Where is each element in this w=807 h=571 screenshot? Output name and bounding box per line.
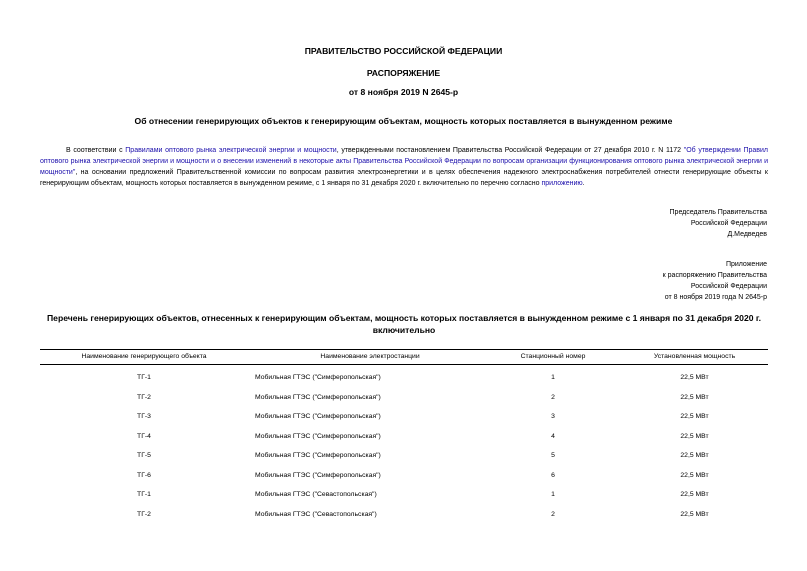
list-title: Перечень генерирующих объектов, отнесенных к генерирующим объектам, мощность которых поставляется в вынужденном режиме с 1 января по 31 декабря 2020 г. включительно xyxy=(46,313,762,335)
table-row xyxy=(0,511,807,521)
station-number-cell: 3 xyxy=(551,413,555,420)
station-number-cell: 4 xyxy=(551,432,555,440)
table-row xyxy=(0,394,807,404)
body-text-3: , на основании предложений Правительственной комиссии по вопросам развития электроэнергетики и в целях обеспечения надежного электроснабжения потребителей отнести генерирующие объекты к генерирующим объектам, мощность которых поставляется в вынужденном режиме, с 1 января по 31 декабря 2020 г. включительно по перечню согласно xyxy=(40,169,768,187)
appendix-block xyxy=(663,259,767,303)
resolution-link[interactable]: "Об утверждении Правил оптового рынка электрической энергии и мощности и о внесении изменений в некоторые акты Правительства Российской Федерации по вопросам организации функционирования оптового рынка электрической энергии и мощности" xyxy=(40,147,768,176)
table-row xyxy=(0,491,807,501)
table-row xyxy=(0,374,807,384)
station-name-cell: Мобильная ГТЭС ("Севастопольская") xyxy=(255,491,377,498)
station-number-cell: 6 xyxy=(551,471,555,479)
appendix-reference: к распоряжению Правительства xyxy=(662,272,767,279)
appendix-link[interactable]: приложению xyxy=(541,180,583,187)
signature-name: Д.Медведев xyxy=(727,231,767,238)
object-name-cell: ТГ-2 xyxy=(137,393,151,401)
table-header-border xyxy=(40,364,768,365)
document-type: РАСПОРЯЖЕНИЕ xyxy=(366,68,441,78)
header-capacity: Установленная мощность xyxy=(653,353,736,360)
station-number-cell: 2 xyxy=(551,393,555,401)
capacity-cell: 22,5 МВт xyxy=(680,393,709,401)
table-header-row xyxy=(0,353,807,363)
capacity-cell: 22,5 МВт xyxy=(680,491,709,498)
station-name-cell: Мобильная ГТЭС ("Симферопольская") xyxy=(255,471,381,479)
object-name-cell: ТГ-2 xyxy=(137,510,151,518)
station-name-cell: Мобильная ГТЭС ("Симферопольская") xyxy=(255,452,381,459)
signature-country: Российской Федерации xyxy=(690,220,767,227)
station-name-cell: Мобильная ГТЭС ("Симферопольская") xyxy=(255,393,381,401)
capacity-cell: 22,5 МВт xyxy=(680,471,709,479)
object-name-cell: ТГ-6 xyxy=(137,471,151,479)
table-row xyxy=(0,472,807,482)
appendix-country: Российской Федерации xyxy=(690,283,767,290)
station-number-cell: 5 xyxy=(551,452,555,459)
station-name-cell: Мобильная ГТЭС ("Севастопольская") xyxy=(255,510,377,518)
appendix-date: от 8 ноября 2019 года N 2645-р xyxy=(664,294,767,301)
table-top-border xyxy=(40,349,768,350)
signature-block xyxy=(670,207,767,240)
capacity-cell: 22,5 МВт xyxy=(680,510,709,518)
appendix-label: Приложение xyxy=(725,261,767,268)
government-header: ПРАВИТЕЛЬСТВО РОССИЙСКОЙ ФЕДЕРАЦИИ xyxy=(304,46,503,56)
table-row xyxy=(0,413,807,423)
station-number-cell: 1 xyxy=(551,374,555,381)
header-station-number: Станционный номер xyxy=(520,353,586,360)
signature-position: Председатель Правительства xyxy=(669,209,767,216)
station-name-cell: Мобильная ГТЭС ("Симферопольская") xyxy=(255,432,381,440)
capacity-cell: 22,5 МВт xyxy=(680,452,709,459)
table-row xyxy=(0,452,807,462)
capacity-cell: 22,5 МВт xyxy=(680,413,709,420)
object-name-cell: ТГ-5 xyxy=(137,452,151,459)
capacity-cell: 22,5 МВт xyxy=(680,432,709,440)
body-text-2: , утвержденными постановлением Правительства Российской Федерации от 27 декабря 2010 г. N 1172 xyxy=(336,147,684,154)
object-name-cell: ТГ-3 xyxy=(137,413,151,420)
header-object: Наименование генерирующего объекта xyxy=(81,353,207,360)
object-name-cell: ТГ-1 xyxy=(137,491,151,498)
station-number-cell: 2 xyxy=(551,510,555,518)
body-text-4: . xyxy=(582,180,585,187)
document-date-number: от 8 ноября 2019 N 2645-р xyxy=(348,87,459,97)
station-name-cell: Мобильная ГТЭС ("Симферопольская") xyxy=(255,413,381,420)
station-number-cell: 1 xyxy=(551,491,555,498)
capacity-cell: 22,5 МВт xyxy=(680,374,709,381)
station-name-cell: Мобильная ГТЭС ("Симферопольская") xyxy=(255,374,381,381)
table-row xyxy=(0,433,807,443)
header-station: Наименование электростанции xyxy=(320,353,420,360)
object-name-cell: ТГ-1 xyxy=(137,374,151,381)
body-paragraph xyxy=(40,145,768,189)
object-name-cell: ТГ-4 xyxy=(137,432,151,440)
document-title: Об отнесении генерирующих объектов к генерирующим объектам, мощность которых поставляется в вынужденном режиме xyxy=(134,116,673,126)
body-text-1: В соответствии с xyxy=(66,147,126,154)
rules-link[interactable]: Правилами оптового рынка электрической энергии и мощности xyxy=(125,147,337,154)
